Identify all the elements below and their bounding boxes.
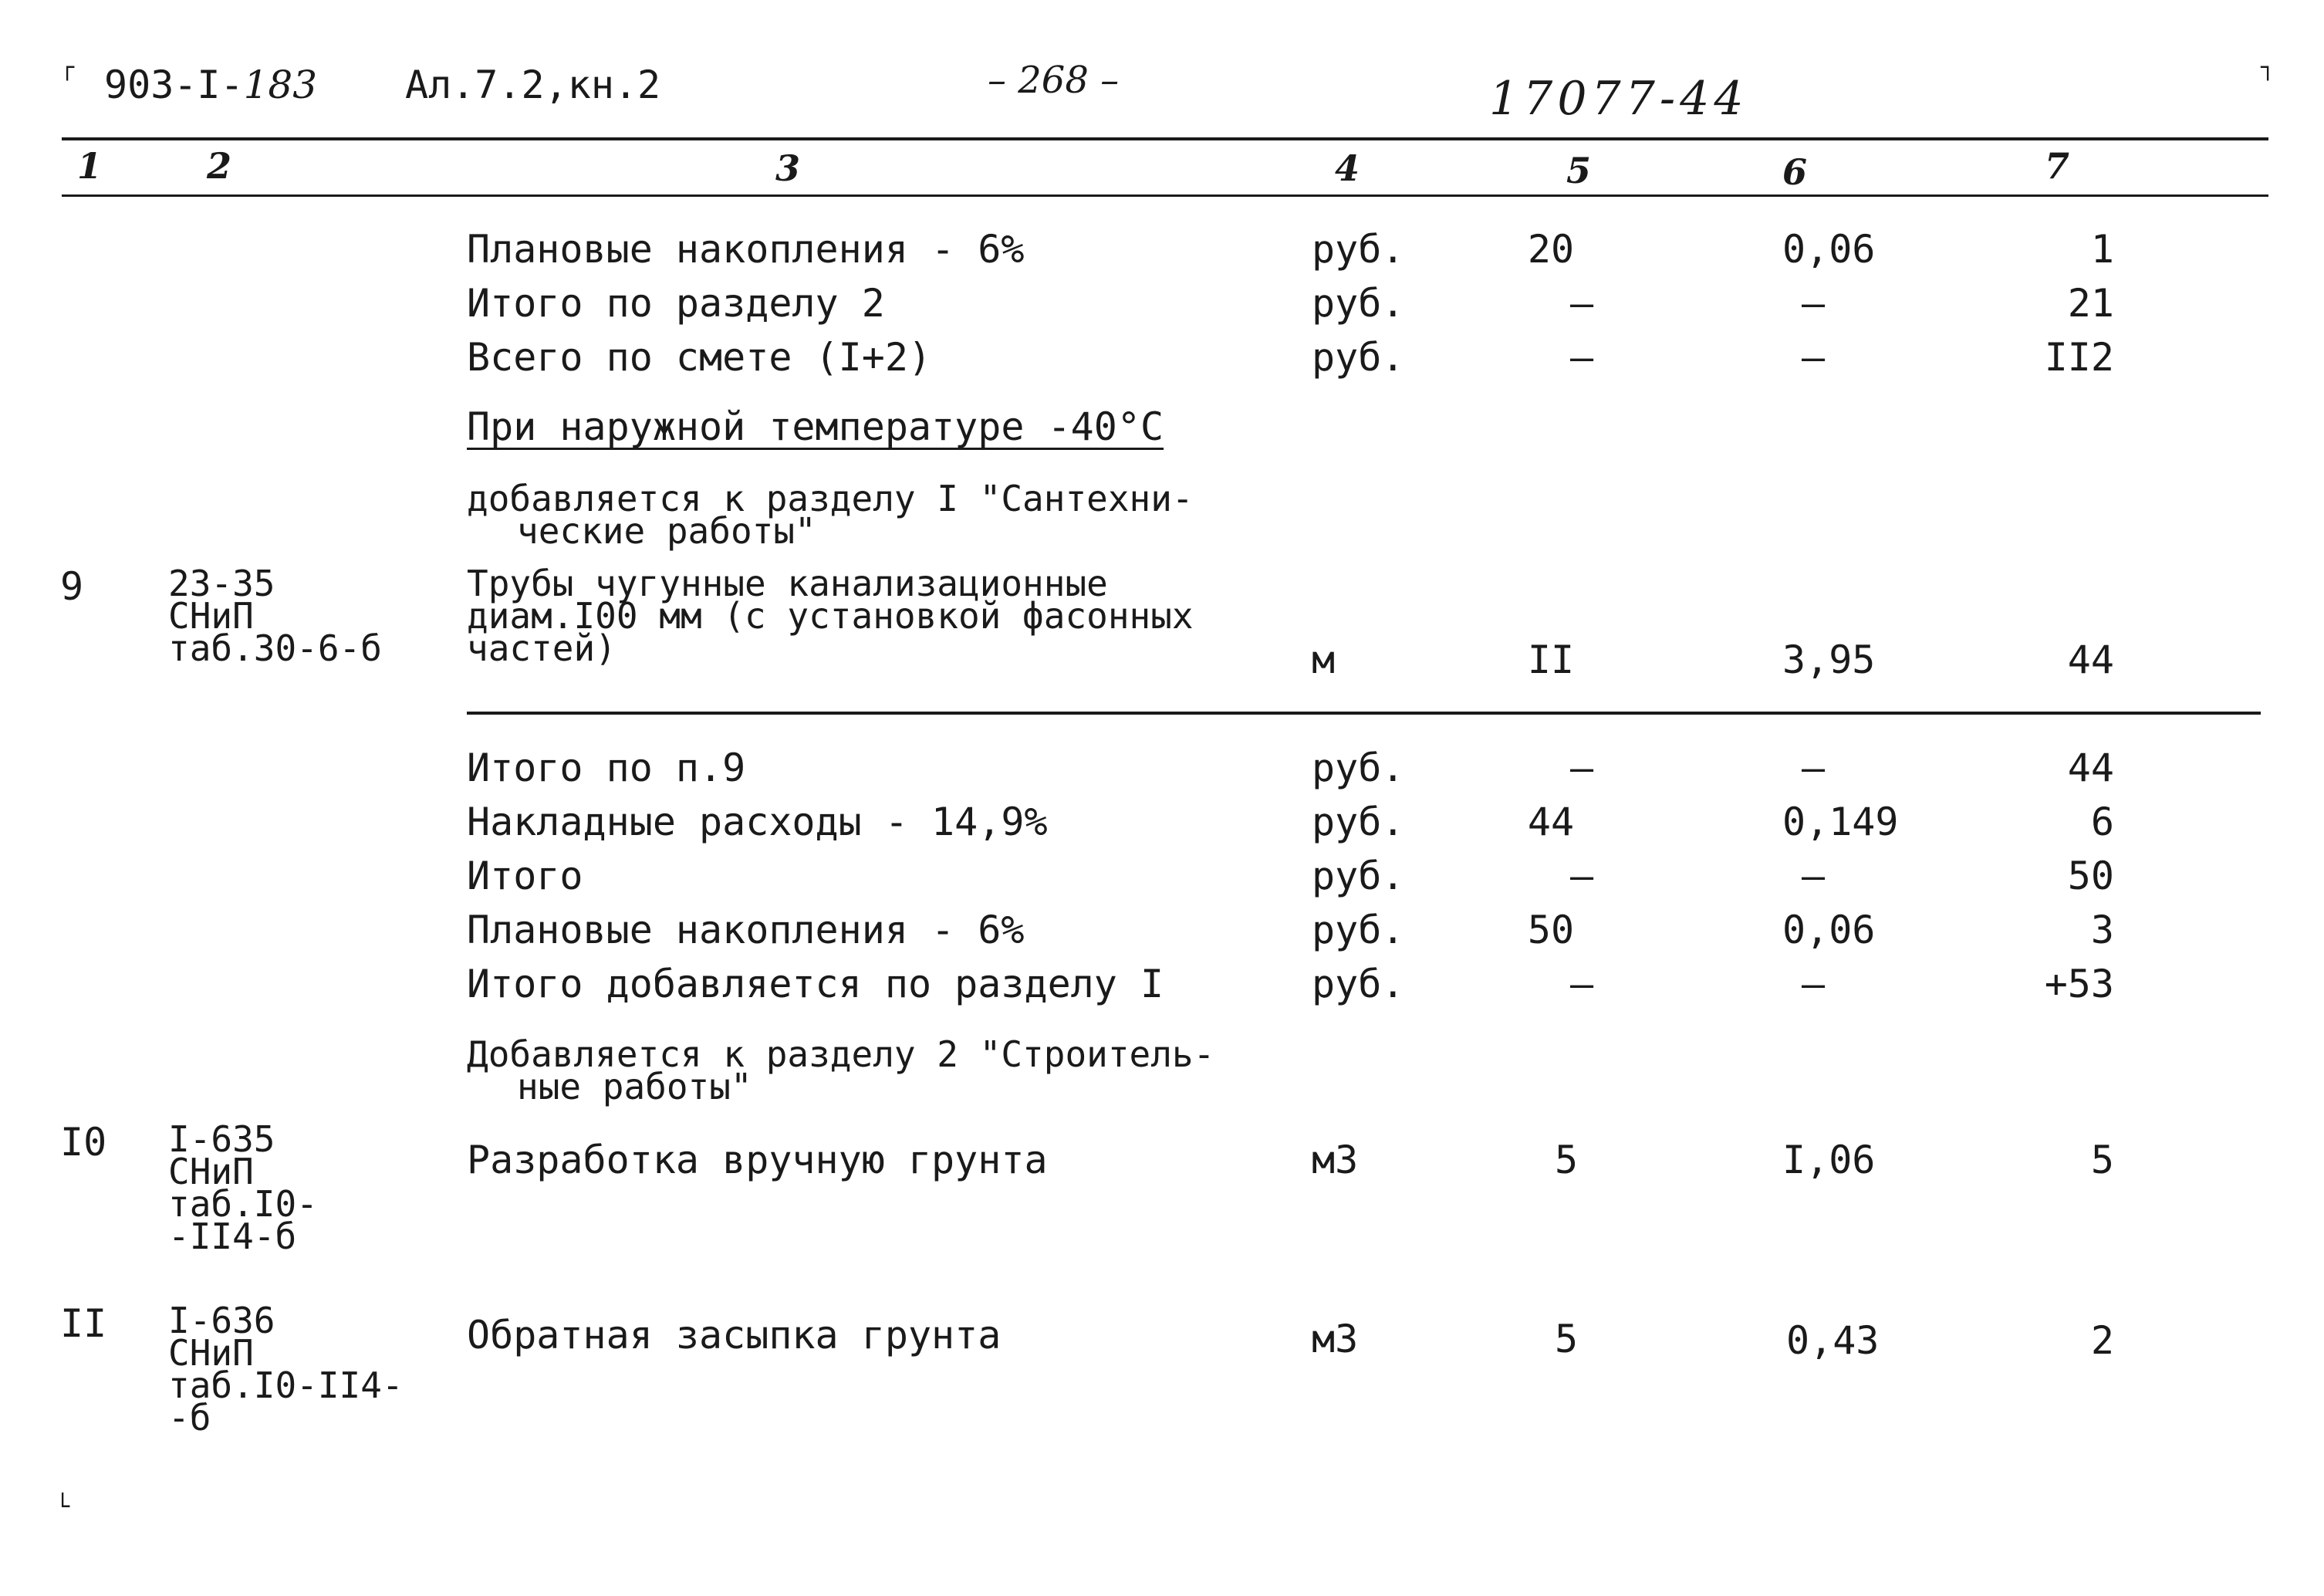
section-heading: При наружной температуре -40°С	[467, 404, 1164, 449]
row-total: +53	[2044, 962, 2114, 1006]
item-code-line: I-635	[168, 1118, 275, 1160]
row-unit: м3	[1312, 1317, 1359, 1361]
section1-intro-line2: ческие работы"	[517, 510, 816, 552]
row-unit-price: 0,06	[1782, 227, 1876, 272]
album-ref: Ал.7.2,кн.2	[405, 63, 661, 107]
row-unit-price: 0,43	[1786, 1318, 1880, 1363]
item-code-line: -II4-б	[168, 1216, 297, 1257]
corner-mark-top-right: ┐	[2261, 54, 2275, 81]
row-quantity: –	[1569, 281, 1594, 326]
doc-code-prefix: 903-I-	[104, 63, 244, 107]
row-description: Итого по п.9	[467, 746, 746, 790]
item-number: I0	[60, 1120, 107, 1165]
row-total: 2	[2090, 1318, 2114, 1363]
row-quantity: 50	[1527, 908, 1575, 952]
row-total: 5	[2090, 1138, 2114, 1182]
column-5: 5	[1566, 150, 1592, 191]
row-description: Плановые накопления - 6%	[467, 908, 1025, 952]
row-description: Накладные расходы - 14,9%	[467, 800, 1048, 844]
column-6: 6	[1782, 151, 1808, 193]
item-code-line: СНиП	[168, 1332, 254, 1374]
row-unit-price: –	[1802, 962, 1826, 1006]
row-total: 3	[2090, 908, 2114, 952]
doc-code-suffix: 183	[243, 63, 318, 107]
archive-stamp: 17077-44	[1489, 72, 1748, 126]
item-code-line: таб.I0-II4-	[168, 1364, 404, 1406]
item-number: II	[60, 1301, 107, 1346]
row-total: 21	[2067, 281, 2114, 326]
column-7: 7	[2045, 145, 2070, 187]
row-total: 44	[2067, 637, 2114, 682]
row-total: II2	[2044, 335, 2114, 380]
row-unit: руб.	[1312, 746, 1405, 790]
row-unit-price: I,06	[1782, 1138, 1876, 1182]
row-description: Плановые накопления - 6%	[467, 227, 1025, 272]
row-quantity: –	[1569, 854, 1594, 898]
row-unit-price: –	[1802, 281, 1826, 326]
item-code-line: СНиП	[168, 595, 254, 637]
row-quantity: –	[1569, 746, 1594, 790]
column-3: 3	[775, 147, 801, 189]
section1-intro-line1: добавляется к разделу I "Сантехни-	[467, 478, 1194, 519]
row-unit-price: –	[1802, 335, 1826, 380]
row-unit-price: 0,149	[1782, 800, 1899, 844]
row-total: 50	[2067, 854, 2114, 898]
row-unit: м3	[1312, 1138, 1359, 1182]
row-description: Итого	[467, 854, 583, 898]
row-description: Итого по разделу 2	[467, 281, 885, 326]
row-unit: руб.	[1312, 335, 1405, 380]
row-quantity: II	[1527, 637, 1575, 682]
row-quantity: 44	[1527, 800, 1575, 844]
item-description-line: диам.I00 мм (с установкой фасонных	[467, 595, 1194, 637]
row-unit: руб.	[1312, 962, 1405, 1006]
row-unit-price: –	[1802, 854, 1826, 898]
row-quantity: 5	[1554, 1317, 1579, 1361]
row-description: Всего по смете (I+2)	[467, 335, 932, 380]
column-1: 1	[77, 145, 103, 187]
doc-code	[104, 63, 318, 107]
row-quantity: –	[1569, 335, 1594, 380]
row-total: 6	[2090, 800, 2114, 844]
row-total: 44	[2067, 746, 2114, 790]
row-unit-price: 3,95	[1782, 637, 1876, 682]
row-total: 1	[2090, 227, 2114, 272]
item-code-line: таб.I0-	[168, 1183, 318, 1225]
row-description: Итого добавляется по разделу I	[467, 962, 1164, 1006]
row-quantity: 5	[1554, 1138, 1579, 1182]
row-quantity: –	[1569, 962, 1594, 1006]
row-unit: руб.	[1312, 800, 1405, 844]
section2-intro-line2: ные работы"	[517, 1066, 752, 1107]
item-description-line: частей)	[467, 627, 616, 669]
row-unit: руб.	[1312, 281, 1405, 326]
row-unit: руб.	[1312, 908, 1405, 952]
item-separator-rule	[467, 712, 2261, 715]
item-description: Обратная засыпка грунта	[467, 1313, 1002, 1358]
column-2: 2	[207, 145, 232, 187]
header-rule-bottom	[62, 194, 2268, 197]
item-number: 9	[60, 564, 84, 609]
corner-mark-top-left: ┌	[60, 54, 75, 81]
corner-mark-bottom-left: └	[56, 1493, 70, 1520]
row-unit: руб.	[1312, 854, 1405, 898]
item-code-line: СНиП	[168, 1151, 254, 1192]
item-code-line: таб.30-6-б	[168, 627, 382, 669]
row-unit-price: 0,06	[1782, 908, 1876, 952]
row-unit-price: –	[1802, 746, 1826, 790]
row-quantity: 20	[1527, 227, 1575, 272]
section2-intro-line1: Добавляется к разделу 2 "Строитель-	[467, 1033, 1215, 1075]
item-description-line: Трубы чугунные канализационные	[467, 563, 1108, 604]
item-code-line: -б	[168, 1397, 211, 1439]
header-rule-top	[62, 137, 2268, 140]
page-number: – 268 –	[988, 59, 1120, 102]
item-code-line: I-636	[168, 1300, 275, 1341]
column-4: 4	[1335, 147, 1360, 189]
row-unit: руб.	[1312, 227, 1405, 272]
row-unit: м	[1312, 637, 1336, 682]
item-code-line: 23-35	[168, 563, 275, 604]
item-description: Разработка вручную грунта	[467, 1138, 1048, 1182]
